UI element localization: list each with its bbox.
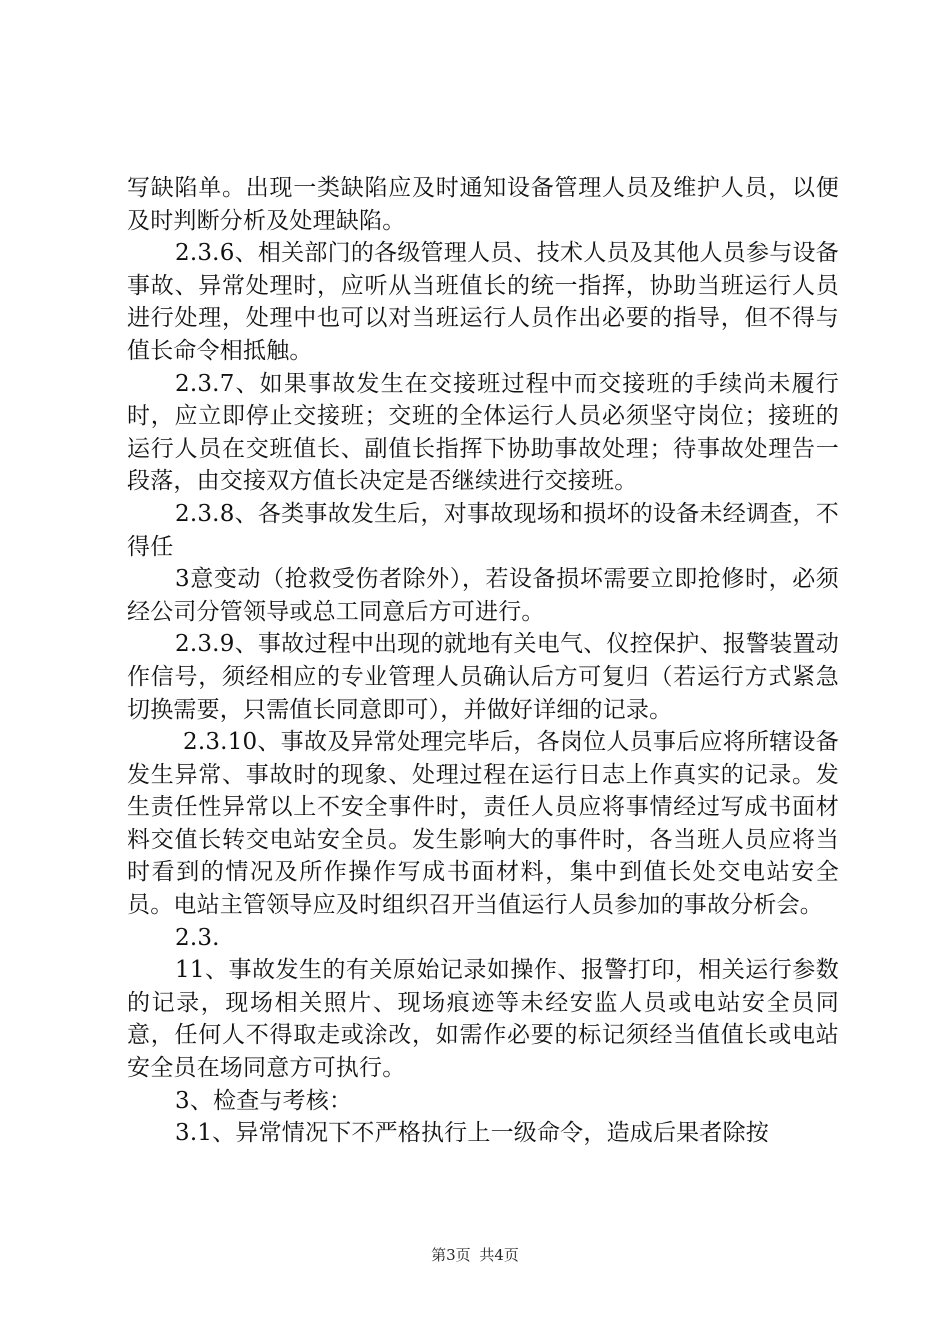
document-body — [127, 172, 839, 1150]
page-footer — [0, 1244, 950, 1265]
paragraph-defect-continuation: 写缺陷单。出现一类缺陷应及时通知设备管理人员及维护人员，以便及时判断分析及处理缺陷。 — [127, 175, 839, 234]
paragraph-2-3-11: 11、事故发生的有关原始记录如操作、报警打印，相关运行参数的记录，现场相关照片、现场痕迹等未经安监人员或电站安全员同意，任何人不得取走或涂改，如需作必要的标记须经当值值长或电站安全员在场同意方可执行。 — [127, 957, 839, 1082]
paragraph-2-3-8-continuation: 3意变动（抢救受伤者除外），若设备损坏需要立即抢修时，必须经公司分管领导或总工同意后方可进行。 — [127, 566, 839, 625]
page-number: 第3页 — [431, 1246, 471, 1264]
paragraph-2-3-7: 2.3.7、如果事故发生在交接班过程中而交接班的手续尚未履行时，应立即停止交接班；交班的全体运行人员必须坚守岗位；接班的运行人员在交班值长、副值长指挥下协助事故处理；待事故处理告一段落，由交接双方值长决定是否继续进行交接班。 — [127, 370, 839, 495]
page-total: 共4页 — [479, 1246, 519, 1264]
paragraph-2-3-8: 2.3.8、各类事故发生后，对事故现场和损坏的设备未经调查，不得任 — [127, 500, 839, 560]
paragraph-3-1: 3.1、异常情况下不严格执行上一级命令，造成后果者除按 — [175, 1120, 769, 1147]
paragraph-2-3-9: 2.3.9、事故过程中出现的就地有关电气、仪控保护、报警装置动作信号，须经相应的专业管理人员确认后方可复归（若运行方式紧急切换需要，只需值长同意即可），并做好详细的记录。 — [127, 631, 839, 723]
paragraph-2-3-6: 2.3.6、相关部门的各级管理人员、技术人员及其他人员参与设备事故、异常处理时，应听从当班值长的统一指挥，协助当班运行人员进行处理，处理中也可以对当班运行人员作出必要的指导，但不得与值长命令相抵触。 — [127, 240, 839, 364]
section-heading-inspection: 3、检查与考核： — [175, 1087, 353, 1114]
paragraph-2-3-prefix: 2.3. — [175, 924, 220, 951]
paragraph-2-3-10: 2.3.10、事故及异常处理完毕后，各岗位人员事后应将所辖设备发生异常、事故时的现象、处理过程在运行日志上作真实的记录。发生责任性异常以上不安全事件时，责任人员应将事情经过写成书面材料交值长转交电站安全员。发生影响大的事件时，各当班人员应将当时看到的情况及所作操作写成书面材料，集中到值长处交电站安全员。电站主管领导应及时组织召开当值运行人员参加的事故分析会。 — [127, 729, 839, 919]
